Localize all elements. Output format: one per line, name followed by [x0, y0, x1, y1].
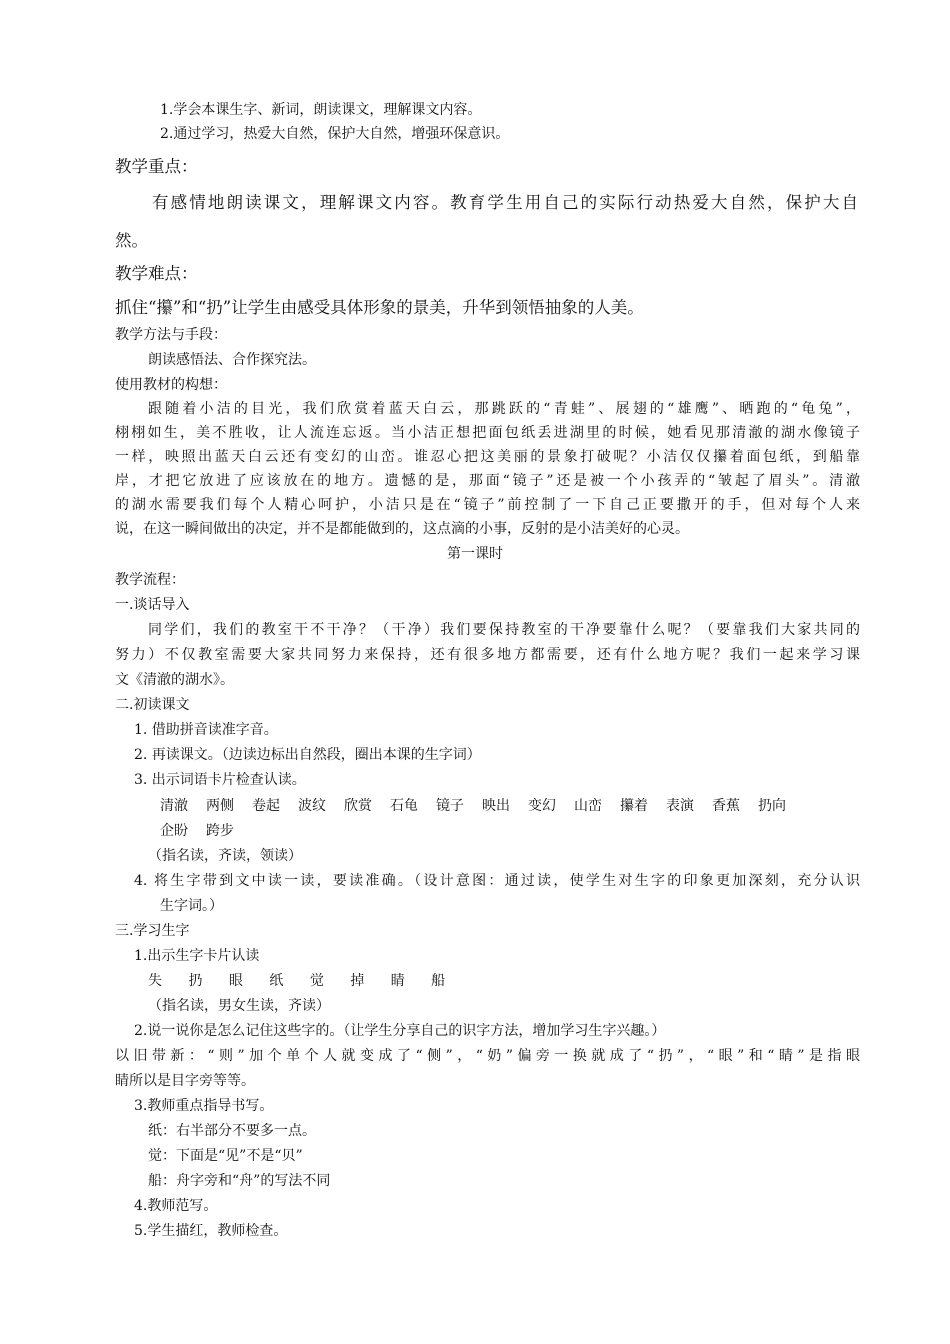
writing-guide-2: 觉：下面是“见”不是“贝”	[148, 1148, 303, 1164]
old-new-line-2: 睛所以是目字旁等等。	[115, 1073, 255, 1089]
word-card: 香蕉	[712, 798, 740, 814]
word-list-row-1	[160, 796, 786, 816]
section-1-line: 文《清澈的湖水》。	[115, 672, 234, 688]
section-3-item-1: 1.出示生字卡片认读	[134, 948, 260, 964]
writing-guide-1: 纸：右半部分不要多一点。	[148, 1123, 316, 1139]
character-card: 睛	[390, 973, 405, 989]
concept-line: 一样，映照出蓝天白云还有变幻的山峦。谁忍心把这美丽的景象打破呢？小洁仅仅攥着面包纸，到船靠	[115, 449, 860, 465]
character-list	[148, 971, 467, 991]
section-3-item-5: 5.学生描红，教师检查。	[134, 1223, 288, 1239]
word-card: 镜子	[436, 798, 464, 814]
word-card: 变幻	[528, 798, 556, 814]
word-card: 攥着	[620, 798, 648, 814]
section-3-heading: 三.学习生字	[115, 923, 190, 939]
character-card: 眼	[228, 973, 243, 989]
character-card: 觉	[309, 973, 324, 989]
concept-heading: 使用教材的构想：	[115, 377, 227, 393]
objective-1: 1.学会本课生字、新词，朗读课文，理解课文内容。	[160, 102, 482, 118]
word-card: 跨步	[206, 823, 234, 839]
method-heading: 教学方法与手段：	[115, 327, 227, 343]
word-card: 清澈	[160, 798, 188, 814]
lesson-title: 第一课时	[447, 546, 503, 562]
key-point-line-1: 有感情地朗读课文，理解课文内容。教育学生用自己的实际行动热爱大自然，保护大自	[152, 193, 858, 212]
concept-line: 栩栩如生，美不胜收，让人流连忘返。当小洁正想把面包纸丢进湖里的时候，她看见那清澈的湖水像镜子	[115, 425, 860, 441]
flow-heading: 教学流程：	[115, 572, 185, 588]
word-card: 表演	[666, 798, 694, 814]
concept-line: 跟随着小洁的目光，我们欣赏着蓝天白云，那跳跃的“青蛙”、展翅的“雄鹰”、晒跑的“龟兔”，	[148, 401, 860, 417]
word-card: 两侧	[206, 798, 234, 814]
concept-line: 说，在这一瞬间做出的决定，并不是都能做到的，这点滴的小事，反射的是小洁美好的心灵。	[115, 521, 689, 537]
key-point-heading: 教学重点：	[115, 157, 198, 176]
section-3-read-note: （指名读，男女生读，齐读）	[148, 998, 330, 1014]
method-text: 朗读感悟法、合作探究法。	[148, 352, 316, 368]
difficulty-heading: 教学难点：	[115, 264, 198, 283]
word-card: 欣赏	[344, 798, 372, 814]
concept-line: 岸，才把它放进了应该放在的地方。遗憾的是，那面“镜子”还是被一个小孩弄的“皱起了眉头”。清澈	[115, 473, 860, 489]
word-card: 扔向	[758, 798, 786, 814]
concept-line: 的湖水需要我们每个人精心呵护，小洁只是在“镜子”前控制了一下自己正要撒开的手，但对每个人来	[115, 497, 860, 513]
section-2-item-3: 3. 出示词语卡片检查认读。	[134, 772, 306, 788]
character-card: 扔	[188, 973, 203, 989]
section-3-item-3: 3.教师重点指导书写。	[134, 1098, 274, 1114]
section-2-item-2: 2. 再读课文。（边读边标出自然段，圈出本课的生字词）	[134, 747, 481, 763]
character-card: 纸	[269, 973, 284, 989]
writing-guide-3: 船：舟字旁和“舟”的写法不同	[148, 1173, 331, 1189]
character-card: 失	[148, 973, 162, 989]
word-card: 山峦	[574, 798, 602, 814]
character-card: 掉	[350, 973, 365, 989]
word-card: 企盼	[160, 823, 188, 839]
section-2-read-note: （指名读，齐读，领读）	[148, 848, 302, 864]
section-1-heading: 一.谈话导入	[115, 597, 190, 613]
section-3-item-2: 2.说一说你是怎么记住这些字的。（让学生分享自己的识字方法，增加学习生字兴趣。）	[134, 1023, 666, 1039]
section-2-item-1: 1. 借助拼音读准字音。	[134, 722, 278, 738]
character-card: 船	[431, 973, 446, 989]
objective-2: 2.通过学习，热爱大自然，保护大自然，增强环保意识。	[160, 126, 510, 142]
section-3-item-4: 4.教师范写。	[134, 1198, 218, 1214]
word-card: 映出	[482, 798, 510, 814]
section-2-item-4-line-1: 4. 将生字带到文中读一读，要读准确。（设计意图：通过读，使学生对生字的印象更加深刻，充分认识	[134, 873, 860, 889]
key-point-line-2: 然。	[115, 231, 148, 250]
section-1-line: 同学们，我们的教室干不干净？（干净）我们要保持教室的干净要靠什么呢？（要靠我们大家共同的	[148, 622, 860, 638]
word-card: 波纹	[298, 798, 326, 814]
old-new-line-1: 以旧带新：“则”加个单个人就变成了“侧”，“奶”偏旁一换就成了“扔”，“眼”和“睛”是指眼	[115, 1048, 860, 1064]
word-card: 卷起	[252, 798, 280, 814]
section-2-heading: 二.初读课文	[115, 697, 190, 713]
word-card: 石龟	[390, 798, 418, 814]
section-1-line: 努力）不仅教室需要大家共同努力来保持，还有很多地方都需要，还有什么地方呢？我们一起来学习课	[115, 647, 860, 663]
word-list-row-2	[160, 821, 252, 841]
section-2-item-4-line-2: 生字词。）	[160, 898, 223, 914]
difficulty-text: 抓住“攥”和“扔”让学生由感受具体形象的景美，升华到领悟抽象的人美。	[115, 298, 644, 317]
